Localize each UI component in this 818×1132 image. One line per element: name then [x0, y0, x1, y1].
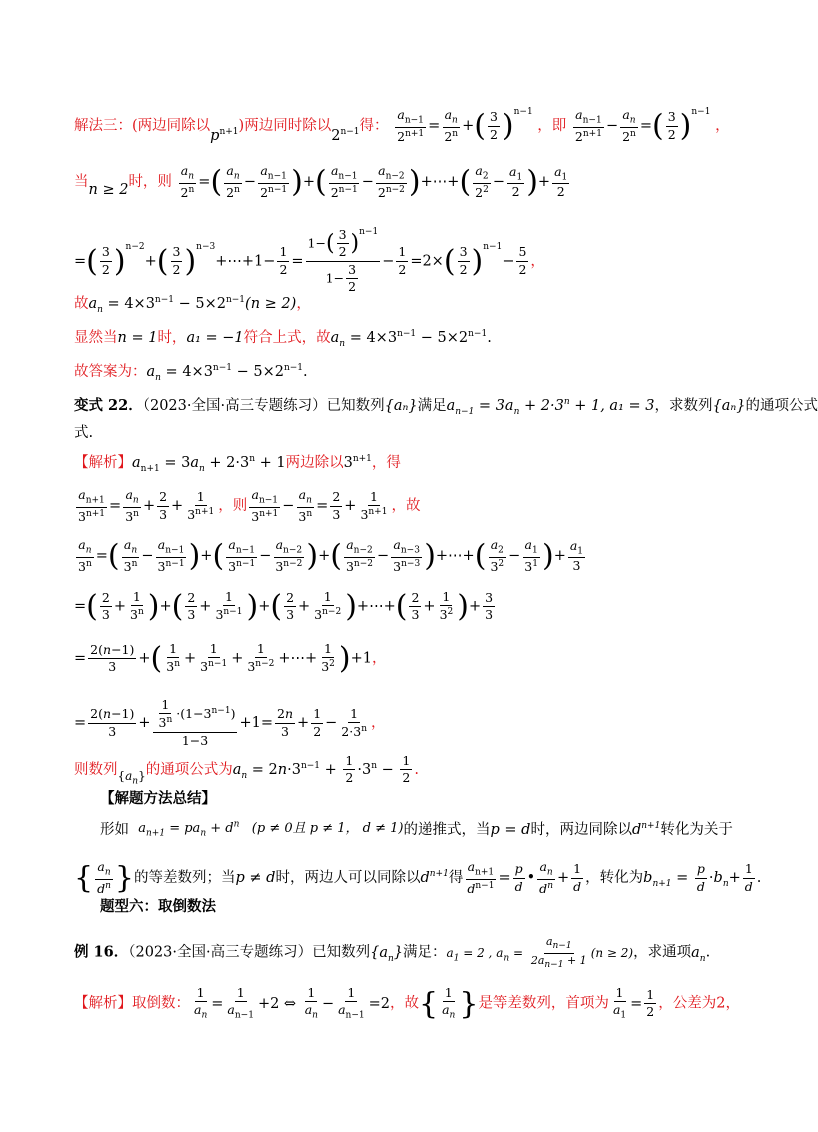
obvious-line: 显然当n = 1时，a₁ = −1符合上式，故$a_n = 4\times 3^{n-1} - 5\times 2^{n-1}$. [74, 329, 492, 349]
summary-p1: 形如 $a_{n+1} = pa_n + d^n$ (p ≠ 0且 p ≠ 1， d ≠ 1)的递推式，当p = d时，两边同除以$d^{n+1}$转化为关于 [100, 819, 733, 839]
analysis-line4: =( $\frac{2}{3}$ + $\frac{1}{3^n}$ )+( $\frac{2}{3}$ + $\frac{1}{3^{n-1}}$ )+( $\frac{2}{3}$ + $\frac{1}{3^{n-2}}$ )+⋯+( $\frac{2}{3}$ + $\frac{1}{3^2}$ )+ $\frac{3}{3}$ [74, 588, 494, 624]
analysis-line3: $\frac{a_n}{3^n}$ =( $\frac{a_n}{3^n}$ − $\frac{a_{n-1}}{3^{n-1}}$ )+( $\frac{a_{n-1}}{3^{n-1}}$ − $\frac{a_{n-2}}{3^{n-2}}$ )+( $\frac{a_{n-2}}{3^{n-2}}$ − $\frac{a_{n-3}}{3^{n-3}}$ )+⋯+( $\frac{a_2}{3^2}$ − $\frac{a_1}{3^1}$ )+ $\frac{a_1}{3}$ [78, 537, 584, 574]
variant22-title: 变式 22． [74, 396, 143, 414]
analysis-line1: 【解析】$a_{n+1} = 3a_n + 2\cdot 3^n + 1$两边除以$3^{n+1}$，得 [74, 454, 401, 474]
type6-heading: 题型六：取倒数法 [100, 898, 216, 915]
method3-eq1: $\frac{a_{n-1}}{2^{n+1}}$ = $\frac{a_n}{2^n}$ +( $\frac{3}{2}$ )$^{n-1}$ [397, 107, 533, 144]
when-n2-line: 当n ≥ 2时，则 $\frac{a_n}{2^n}$ =( $\frac{a_n}{2^n}$ − $\frac{a_{n-1}}{2^{n-1}}$ )+( $\frac{a_{n-1}}{2^{n-1}}$ − $\frac{a_{n-2}}{2^{n-2}}$ )+⋯+( $\frac{a_2}{2^2}$ − $\frac{a_1}{2}$ )+ $\frac{a_1}{2}$ [74, 164, 760, 200]
sum-evaluation-line: =( $\frac{3}{2}$ )$^{n-2}$+( $\frac{3}{2}$ )$^{n-3}$+⋯+1− $\frac{1}{2}$ = 1−( $\frac{3}{2}$ )$^{n-1}$ 1− $\frac{3}{2}$ − $\frac{1}{2}$ =2×( $\frac{3}{2}$ )$^{n-1}$− $\frac{5}{2}$ ， [74, 227, 545, 295]
analysis-line5: = $\frac{2(n-1)}{3}$ +( $\frac{1}{3^n}$ + $\frac{1}{3^{n-1}}$ + $\frac{1}{3^{n-2}}$ +⋯+ $\frac{1}{3^2}$ )+1， [74, 640, 387, 676]
method3-eq2: $\frac{a_{n-1}}{2^{n+1}}$ − $\frac{a_n}{2^n}$ =( $\frac{3}{2}$ )$^{n-1}$ [574, 107, 711, 144]
analysis-line2: $\frac{a_{n+1}}{3^{n+1}}$ = $\frac{a_n}{3^n}$ + $\frac{2}{3}$ + $\frac{1}{3^{n+1}}$ ，则 $\frac{a_{n-1}}{3^{n+1}}$ − $\frac{a_n}{3^n}$ = $\frac{2}{3}$ + $\frac{1}{3^{n+1}}$ ，故 [78, 487, 421, 524]
gu-formula-line: 故$a_n = 4\times 3^{n-1} - 5\times 2^{n-1}(n \ge 2)$， [74, 295, 311, 315]
example16-title: 例 16． [74, 943, 129, 961]
answer-line: 故答案为：$a_n = 4\times 3^{n-1} - 5\times 2^{n-1}$. [74, 363, 308, 383]
analysis-line6: = $\frac{2(n-1)}{3}$ + $\frac{1}{3^n}$ $\cdot(1-3^{n-1})$ 1−3 +1= $\frac{2n}{3}$ + $\frac{1}{2}$ − $\frac{1}{2\cdot 3^n}$ ， [74, 697, 386, 748]
summary-heading: 【解题方法总结】 [100, 790, 216, 807]
conclusion-line: 则数列$_{\{a_n\}}$的通项公式为$a_n = 2n\cdot 3^{n-1}$ + $\frac{1}{2}$ $\cdot 3^n$ − $\frac{1}{2}$ . [74, 753, 419, 787]
summary-p2: { $\frac{a_n}{d^n}$ }的等差数列；当p ≠ d时，两边人可以同除以$d^{n+1}$得 $\frac{a_{n+1}}{d^{n-1}}$ = $\frac{p}{d}$ • $\frac{a_n}{d^n}$ + $\frac{1}{d}$ ，转化为$b_{n+1}$ = $\frac{p}{d}$ $\cdot b_n+$ $\frac{1}{d}$ . [74, 859, 762, 896]
method3-label: 解法三：(两边同除以 [74, 118, 211, 135]
analysis2-line: 【解析】取倒数： $\frac{1}{a_n}$ = $\frac{1}{a_{n-1}}$ +2 ⇔ $\frac{1}{a_n}$ − $\frac{1}{a_{n-1}}$ =2，故{ $\frac{1}{a_n}$ }是等差数列，首项为 $\frac{1}{a_1}$ = $\frac{1}{2}$ ，公差为2， [74, 985, 740, 1022]
telescoping-sum-1: $\frac{a_n}{2^n}$ =( $\frac{a_n}{2^n}$ − $\frac{a_{n-1}}{2^{n-1}}$ )+( $\frac{a_{n-1}}{2^{n-1}}$ − $\frac{a_{n-2}}{2^{n-2}}$ )+⋯+( $\frac{a_2}{2^2}$ − $\frac{a_1}{2}$ )+ $\frac{a_1}{2}$ [180, 163, 568, 200]
method3-line: 解法三：(两边同除以$p^{n+1}$)两边同时除以$2^{n-1}$得： $\frac{a_{n-1}}{2^{n+1}}$ = $\frac{a_n}{2^n}$ +( $\frac{3}{2}$ )$^{n-1}$ ，即 $\frac{a_{n-1}}{2^{n+1}}$ − $\frac{a_n}{2^n}$ =( $\frac{3}{2}$ )$^{n-1}$ ， [74, 107, 730, 145]
variant22-line1: 变式 22．（2023·全国·高三专题练习）已知数列{aₙ}满足$a_{n-1} = 3a_n + 2\cdot 3^n + 1$, a₁ = 3，求数列{aₙ}的通项公式 [74, 396, 818, 417]
variant22-line2: 式. [74, 425, 94, 441]
example16-line: 例 16．（2023·全国·高三专题练习）已知数列$\{a_n\}$满足：$a_1 = 2$ , $a_n$ = $\frac{a_{n-1}}{2a_{n-1} + 1}$ (n ≥ 2)，求通项$a_n$. [74, 935, 711, 970]
analysis-tag: 【解析】 [74, 454, 132, 471]
